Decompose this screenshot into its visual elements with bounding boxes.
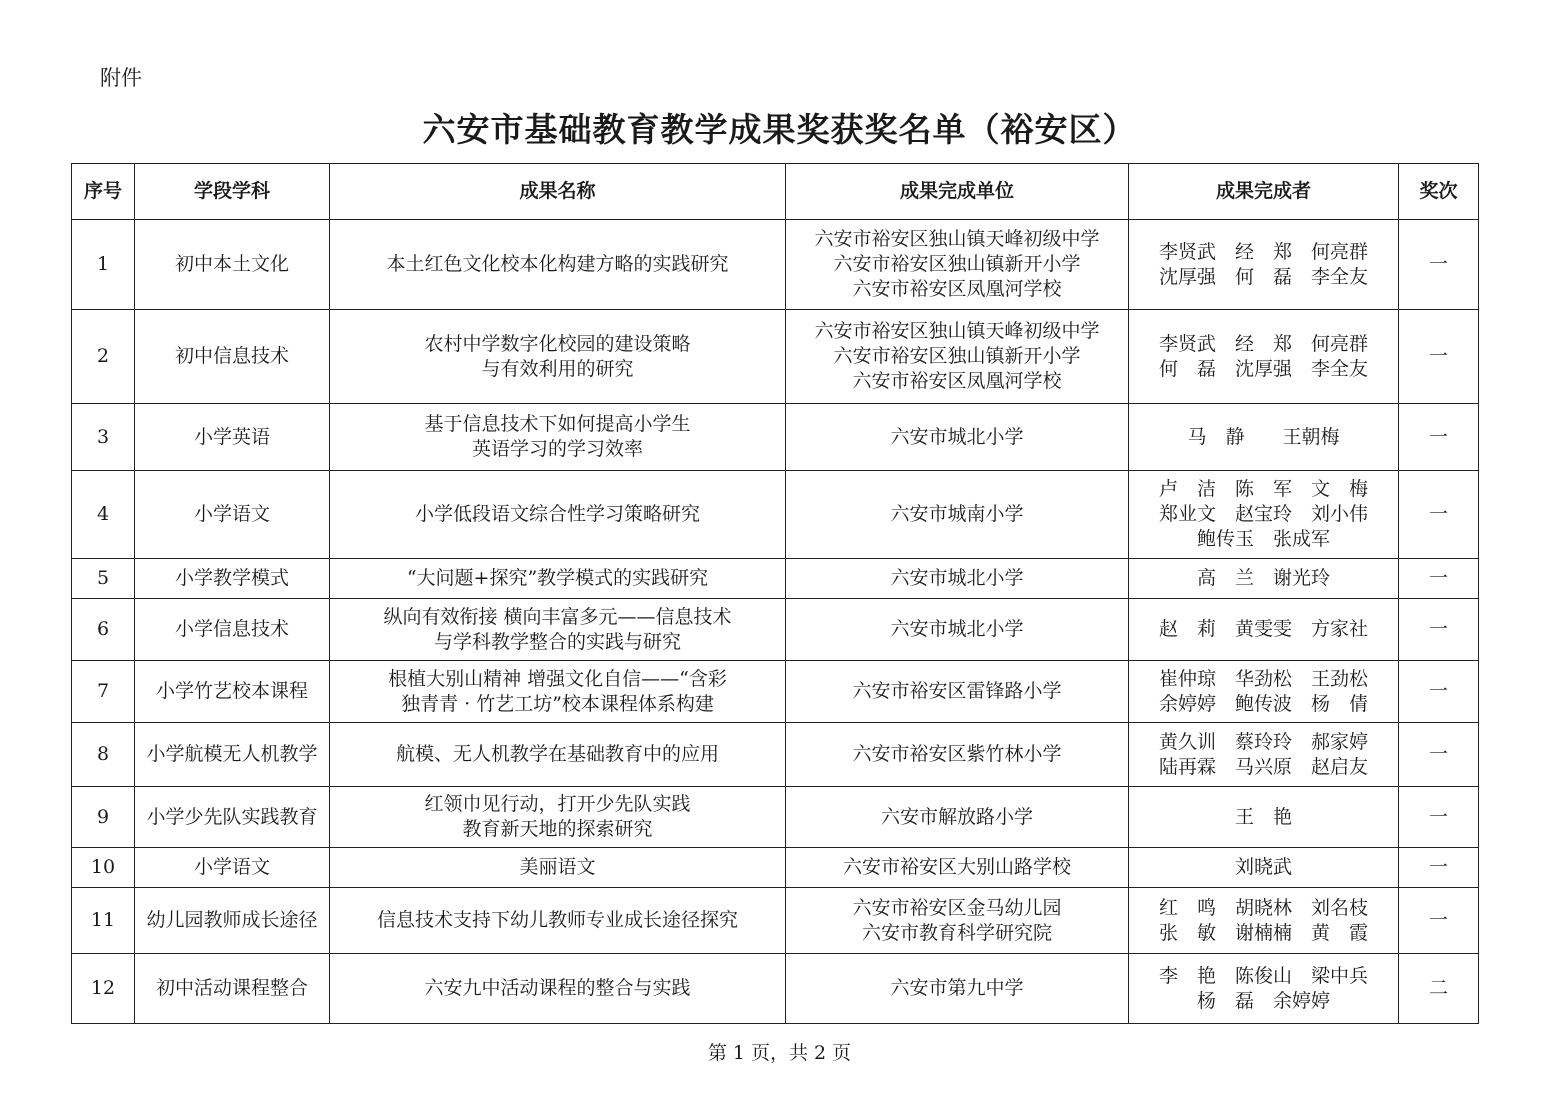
cell-authors: 红 鸣 胡晓林 刘名枝 张 敏 谢楠楠 黄 霞 <box>1129 888 1399 954</box>
cell-subject: 小学教学模式 <box>135 559 330 599</box>
table-row <box>72 220 1479 310</box>
cell-subject: 小学航模无人机教学 <box>135 723 330 787</box>
cell-name: 美丽语文 <box>330 848 786 888</box>
cell-unit: 六安市解放路小学 <box>786 787 1129 848</box>
cell-subject: 小学语文 <box>135 471 330 559</box>
cell-authors: 李 艳 陈俊山 梁中兵 杨 磊 余婷婷 <box>1129 954 1399 1024</box>
table-header-row <box>72 164 1479 220</box>
cell-authors: 李贤武 经 郑 何亮群 沈厚强 何 磊 李全友 <box>1129 220 1399 310</box>
cell-no: 2 <box>72 310 135 404</box>
cell-subject: 小学竹艺校本课程 <box>135 661 330 723</box>
cell-unit: 六安市城南小学 <box>786 471 1129 559</box>
table-row <box>72 848 1479 888</box>
cell-rank: 一 <box>1399 599 1479 661</box>
table-row <box>72 723 1479 787</box>
awards-table <box>71 163 1479 1024</box>
cell-no: 5 <box>72 559 135 599</box>
cell-authors: 王 艳 <box>1129 787 1399 848</box>
cell-rank: 一 <box>1399 310 1479 404</box>
cell-no: 12 <box>72 954 135 1024</box>
cell-name: 纵向有效衔接 横向丰富多元——信息技术 与学科教学整合的实践与研究 <box>330 599 786 661</box>
table-row <box>72 787 1479 848</box>
table-row <box>72 954 1479 1024</box>
table-row <box>72 310 1479 404</box>
header-unit: 成果完成单位 <box>786 164 1129 220</box>
cell-unit: 六安市城北小学 <box>786 559 1129 599</box>
cell-name: 基于信息技术下如何提高小学生 英语学习的学习效率 <box>330 404 786 471</box>
cell-authors: 刘晓武 <box>1129 848 1399 888</box>
cell-name: 红领巾见行动，打开少先队实践 教育新天地的探索研究 <box>330 787 786 848</box>
cell-unit: 六安市裕安区金马幼儿园 六安市教育科学研究院 <box>786 888 1129 954</box>
cell-no: 4 <box>72 471 135 559</box>
cell-name: “大问题+探究”教学模式的实践研究 <box>330 559 786 599</box>
cell-authors: 卢 洁 陈 军 文 梅 郑业文 赵宝玲 刘小伟 鲍传玉 张成军 <box>1129 471 1399 559</box>
header-name: 成果名称 <box>330 164 786 220</box>
cell-unit: 六安市裕安区紫竹林小学 <box>786 723 1129 787</box>
cell-unit: 六安市城北小学 <box>786 404 1129 471</box>
cell-name: 农村中学数字化校园的建设策略 与有效利用的研究 <box>330 310 786 404</box>
cell-name: 信息技术支持下幼儿教师专业成长途径探究 <box>330 888 786 954</box>
cell-rank: 一 <box>1399 404 1479 471</box>
cell-rank: 一 <box>1399 559 1479 599</box>
cell-name: 航模、无人机教学在基础教育中的应用 <box>330 723 786 787</box>
document-title: 六安市基础教育教学成果奖获奖名单（裕安区） <box>422 110 1137 149</box>
table-row <box>72 888 1479 954</box>
cell-subject: 小学语文 <box>135 848 330 888</box>
cell-no: 9 <box>72 787 135 848</box>
cell-no: 10 <box>72 848 135 888</box>
cell-rank: 一 <box>1399 661 1479 723</box>
cell-no: 3 <box>72 404 135 471</box>
cell-rank: 一 <box>1399 220 1479 310</box>
cell-authors: 黄久训 蔡玲玲 郝家婷 陆再霖 马兴原 赵启友 <box>1129 723 1399 787</box>
table-row <box>72 404 1479 471</box>
cell-unit: 六安市裕安区独山镇天峰初级中学 六安市裕安区独山镇新开小学 六安市裕安区凤凰河学校 <box>786 220 1129 310</box>
cell-name: 小学低段语文综合性学习策略研究 <box>330 471 786 559</box>
cell-rank: 二 <box>1399 954 1479 1024</box>
cell-no: 11 <box>72 888 135 954</box>
cell-no: 6 <box>72 599 135 661</box>
cell-rank: 一 <box>1399 787 1479 848</box>
cell-name: 本土红色文化校本化构建方略的实践研究 <box>330 220 786 310</box>
header-no: 序号 <box>72 164 135 220</box>
attachment-label: 附件 <box>100 66 142 90</box>
cell-rank: 一 <box>1399 888 1479 954</box>
cell-no: 8 <box>72 723 135 787</box>
table-row <box>72 559 1479 599</box>
table-row <box>72 599 1479 661</box>
cell-authors: 马 静 王朝梅 <box>1129 404 1399 471</box>
header-rank: 奖次 <box>1399 164 1479 220</box>
cell-subject: 初中信息技术 <box>135 310 330 404</box>
cell-no: 1 <box>72 220 135 310</box>
page-footer: 第 1 页，共 2 页 <box>707 1042 852 1064</box>
cell-subject: 小学少先队实践教育 <box>135 787 330 848</box>
cell-unit: 六安市裕安区独山镇天峰初级中学 六安市裕安区独山镇新开小学 六安市裕安区凤凰河学校 <box>786 310 1129 404</box>
cell-subject: 初中活动课程整合 <box>135 954 330 1024</box>
cell-name: 根植大别山精神 增强文化自信——“含彩 独青青 · 竹艺工坊”校本课程体系构建 <box>330 661 786 723</box>
cell-unit: 六安市裕安区大别山路学校 <box>786 848 1129 888</box>
cell-unit: 六安市第九中学 <box>786 954 1129 1024</box>
cell-unit: 六安市裕安区雷锋路小学 <box>786 661 1129 723</box>
cell-subject: 小学信息技术 <box>135 599 330 661</box>
cell-authors: 赵 莉 黄雯雯 方家社 <box>1129 599 1399 661</box>
cell-name: 六安九中活动课程的整合与实践 <box>330 954 786 1024</box>
header-authors: 成果完成者 <box>1129 164 1399 220</box>
cell-rank: 一 <box>1399 723 1479 787</box>
cell-authors: 李贤武 经 郑 何亮群 何 磊 沈厚强 李全友 <box>1129 310 1399 404</box>
cell-authors: 崔仲琼 华劲松 王劲松 余婷婷 鲍传波 杨 倩 <box>1129 661 1399 723</box>
cell-unit: 六安市城北小学 <box>786 599 1129 661</box>
cell-no: 7 <box>72 661 135 723</box>
cell-rank: 一 <box>1399 848 1479 888</box>
table-row <box>72 471 1479 559</box>
cell-subject: 小学英语 <box>135 404 330 471</box>
cell-authors: 高 兰 谢光玲 <box>1129 559 1399 599</box>
header-subject: 学段学科 <box>135 164 330 220</box>
cell-rank: 一 <box>1399 471 1479 559</box>
cell-subject: 初中本土文化 <box>135 220 330 310</box>
table-row <box>72 661 1479 723</box>
cell-subject: 幼儿园教师成长途径 <box>135 888 330 954</box>
